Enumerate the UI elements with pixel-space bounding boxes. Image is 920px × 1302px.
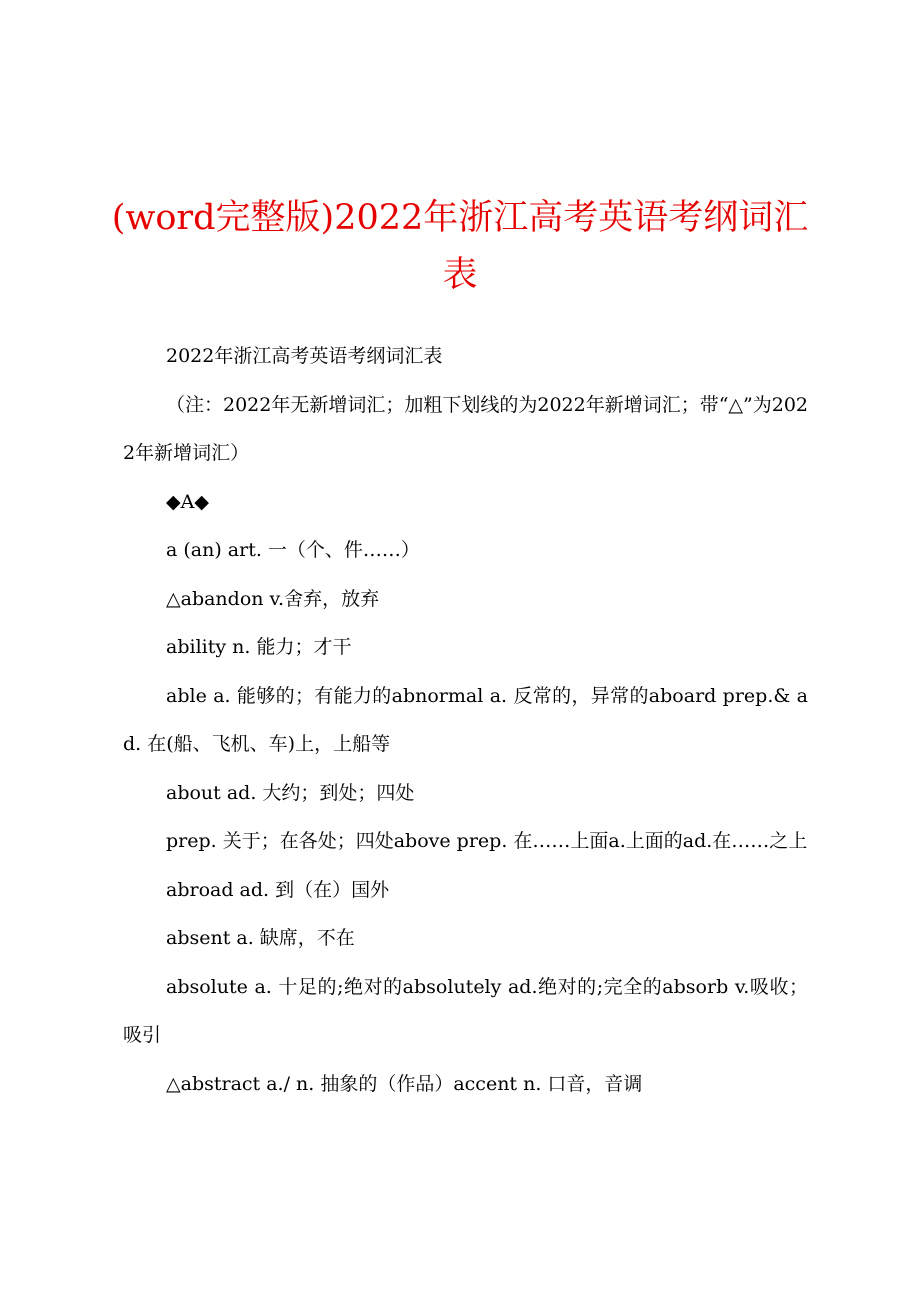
section-letter-a: ◆A◆ — [166, 490, 209, 513]
document-body — [123, 332, 808, 1108]
paragraph-note: （注：2022年无新增词汇；加粗下划线的为2022年新增词汇；带“△”为2022年新增词汇） — [123, 393, 809, 464]
entry-a-an: a (an) art. 一（个、件……） — [166, 539, 420, 561]
entry-ability: ability n. 能力；才干 — [166, 636, 352, 658]
paragraph-heading: 2022年浙江高考英语考纲词汇表 — [166, 345, 443, 367]
entry-absolute: absolute a. 十足的;绝对的absolutely ad.绝对的;完全的absorb v.吸收；吸引 — [123, 975, 808, 1046]
entry-absent: absent a. 缺席，不在 — [166, 927, 355, 949]
entry-about-prep: prep. 关于；在各处；四处above prep. 在……上面a.上面的ad.在……之上 — [166, 830, 808, 852]
entry-abandon: △abandon v.舍弃，放弃 — [166, 587, 380, 610]
entry-abroad: abroad ad. 到（在）国外 — [166, 878, 390, 901]
entry-abstract: △abstract a./ n. 抽象的（作品）accent n. 口音，音调 — [166, 1072, 643, 1095]
entry-able: able a. 能够的；有能力的abnormal a. 反常的，异常的aboard prep.& ad. 在(船、飞机、车)上，上船等 — [123, 684, 808, 755]
document-title: (word完整版)2022年浙江高考英语考纲词汇表 — [111, 198, 809, 295]
entry-about: about ad. 大约；到处；四处 — [166, 781, 415, 804]
